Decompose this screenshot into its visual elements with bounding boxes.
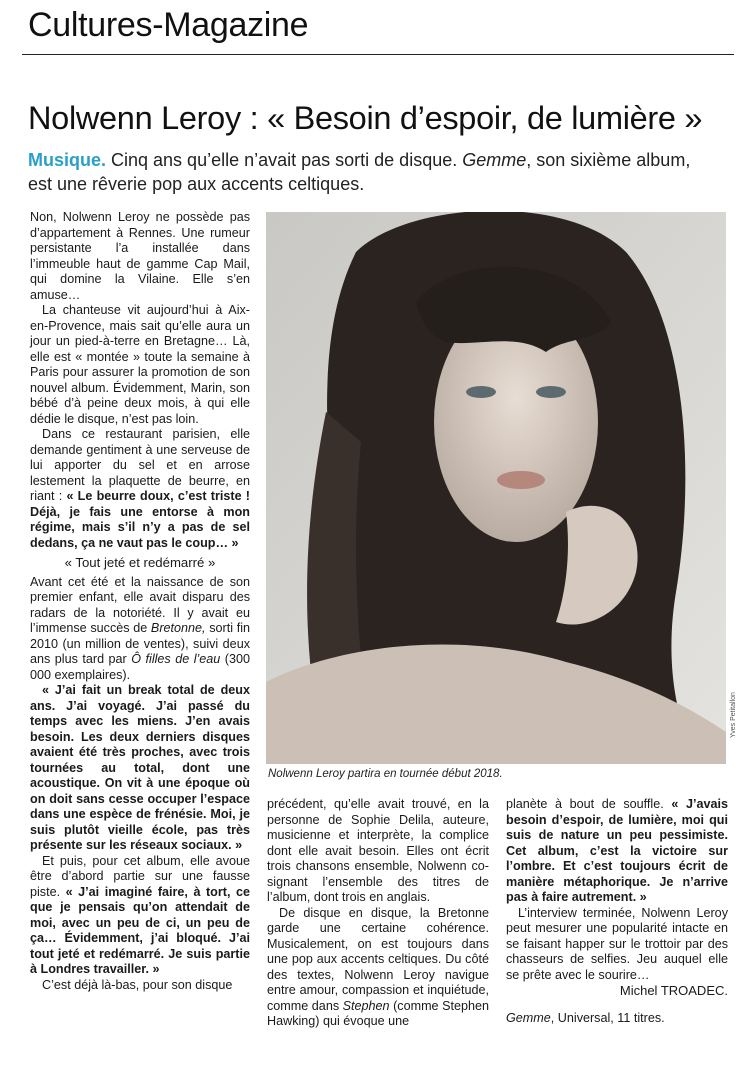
paragraph-5 xyxy=(30,683,250,854)
paragraph-9: L’interview terminée, Nolwenn Leroy peut mesurer une popularité intacte en se faisant happer sur le trottoir par des chasseurs de selfies. Jeu auquel elle se prête avec le sourire… xyxy=(506,905,728,982)
lede-text-b: , son sixième album, est une rêverie pop aux accents celtiques. xyxy=(28,150,691,194)
article-column-3 xyxy=(506,797,728,1026)
paragraph-1: Non, Nolwenn Leroy ne possède pas d’appartement à Rennes. Une rumeur persistante l’a installée dans l’immeuble haut de gamme Cap Mail, qui domine la Vilaine. Elle s’en amuse… xyxy=(30,210,250,302)
paragraph-6-text: Et puis, pour cet album, elle avoue être d’abord partie sur une fausse piste. xyxy=(30,853,250,899)
paragraph-4 xyxy=(30,575,250,684)
paragraph-3 xyxy=(30,427,250,551)
subheading: « Tout jeté et redémarré » xyxy=(64,555,216,570)
article-column-2 xyxy=(267,797,489,1030)
photo-credit: Yves Petitallon xyxy=(730,692,737,738)
paragraph-8-text-b: (comme Stephen Hawking) qui évoque une xyxy=(267,998,489,1028)
paragraph-4-text-a: Avant cet été et la naissance de son premier enfant, elle avait disparu des radars de la notoriété. Il y avait eu l’immense succès de xyxy=(30,574,250,635)
artist-photo-image xyxy=(266,212,726,764)
paragraph-6 xyxy=(30,854,250,978)
paragraph-8-continued-text: planète à bout de souffle. xyxy=(506,797,672,811)
paragraph-6-quote: « J’ai imaginé faire, à tort, ce que je pensais qu’on attendait de moi, avec un peu de ci, un peu de ça… Évidemment, j’ai bloqué. J’ai tout jeté et redémarré. Je suis partie à Londres travailler. » xyxy=(30,884,251,976)
paragraph-7-continued xyxy=(267,797,489,906)
artist-photo xyxy=(266,212,726,764)
paragraph-7-start xyxy=(30,978,250,994)
album-info-details: , Universal, 11 titres. xyxy=(550,1010,665,1025)
lede xyxy=(28,148,718,196)
paragraph-2: La chanteuse vit aujourd’hui à Aix-en-Provence, mais sait qu’elle aura un jour un pied-à-terre en Bretagne… Là, elle est « montée » toute la semaine à Paris pour assurer la promotion de son nouvel album. Évidemment, Marin, son bébé d’à peine deux mois, à qui elle dédie le disque, n’est pas loin. xyxy=(30,303,250,426)
paragraph-8-continued xyxy=(506,797,728,906)
lede-kicker: Musique. xyxy=(28,150,107,170)
album-info-title: Gemme xyxy=(506,1010,551,1025)
paragraph-4-text-c: (300 000 exemplaires). xyxy=(30,652,250,682)
paragraph-5-quote: « J’ai fait un break total de deux ans. J’ai voyagé. J’ai passé du temps avec les miens. J’en avais besoin. Les deux derniers disques avaient été très proches, avec trois tournées au total, dont une acoustique. On vit à une époque où on doit sans cesse occuper l’espace dans une espèce de frénésie. Moi, je suis plutôt vieille école, pas très présente sur les réseaux sociaux. » xyxy=(30,683,250,852)
album-info xyxy=(506,1011,728,1027)
author-signature: Michel TROADEC. xyxy=(619,983,728,998)
lede-text-a: Cinq ans qu’elle n’avait pas sorti de disque. xyxy=(106,150,463,170)
album-filles-de-leau: Ô filles de l’eau xyxy=(131,652,221,666)
paragraph-8-text-a: De disque en disque, la Bretonne garde une certaine cohérence. Musicalement, on est toujours dans une pop aux accents celtiques. Du côté des textes, Nolwenn Leroy navigue entre amour, compassion et inquiétude, comme dans xyxy=(267,905,489,1013)
paragraph-8 xyxy=(267,906,489,1030)
section-title: Cultures-Magazine xyxy=(28,6,309,44)
paragraph-3-quote: « Le beurre doux, c’est triste ! Déjà, je fais une entorse à mon régime, mais s’il n’y a pas de sel dedans, ça ne vaut pas le coup… » xyxy=(30,489,250,550)
lede-album-title: Gemme xyxy=(462,150,527,170)
header-rule xyxy=(22,54,734,55)
paragraph-3-text: Dans ce restaurant parisien, elle demande gentiment à une serveuse de lui apporter du sel et en arrose lestement la plaquette de beurre, en riant : xyxy=(30,427,250,503)
paragraph-7-text: C’est déjà là-bas, pour son disque xyxy=(42,977,233,992)
paragraph-7-continued-text: précédent, qu’elle avait trouvé, en la personne de Sophie Delila, auteure, musicienne et interprète, la complice dont elle avait besoin. Elles ont écrit trois chansons ensemble, Nolwenn co-signant l’ensemble des titres de l’album, dont trois en anglais. xyxy=(267,797,489,904)
paragraph-4-text-b: sorti fin 2010 (un million de ventes), suivi deux ans plus tard par xyxy=(30,621,250,666)
album-bretonne: Bretonne, xyxy=(150,621,206,635)
article-column-1 xyxy=(30,210,250,993)
headline: Nolwenn Leroy : « Besoin d’espoir, de lumière » xyxy=(28,100,703,136)
photo-caption: Nolwenn Leroy partira en tournée début 2018. xyxy=(268,768,503,780)
song-stephen: Stephen xyxy=(342,998,390,1013)
paragraph-8-quote: « J’avais besoin d’espoir, de lumière, moi qui suis de nature un peu pessimiste. Cet album, c’est la victoire sur l’ombre. Et c’est toujours écrit de manière métaphorique. Je n’arrive pas à faire autrement. » xyxy=(506,797,728,904)
